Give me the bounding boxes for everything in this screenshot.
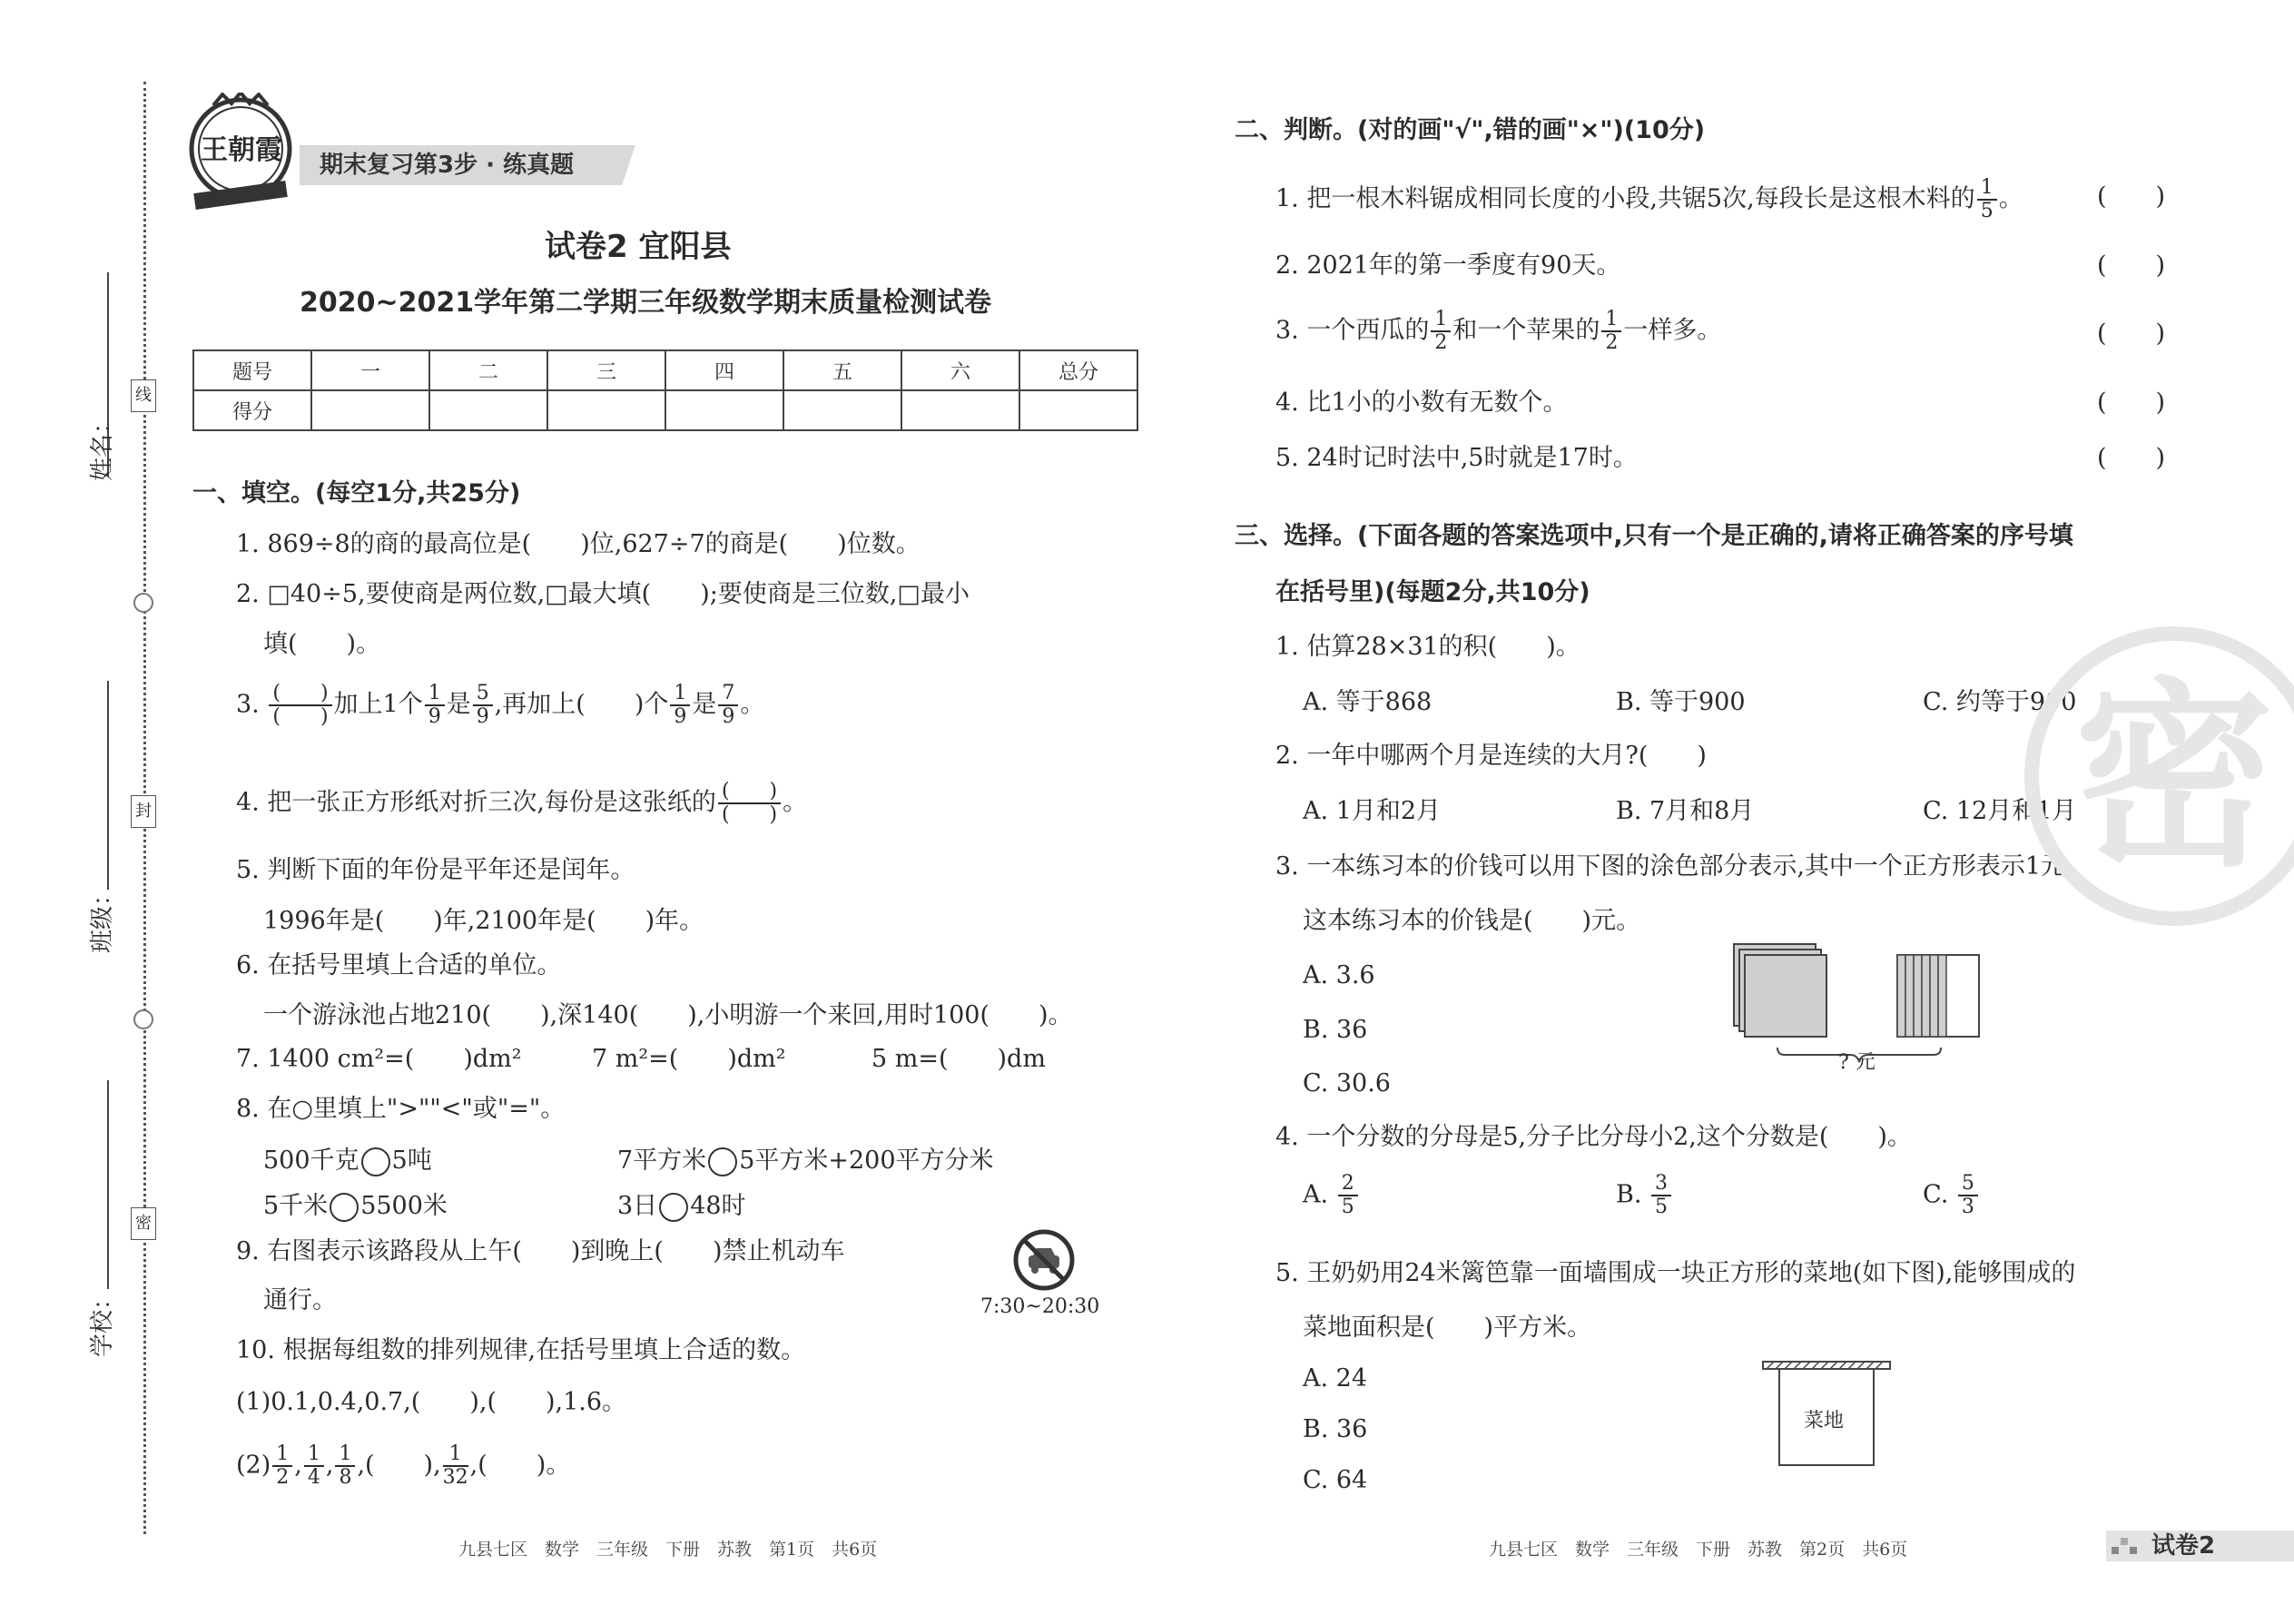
s3-q5-opt-a[interactable]: A. 24 [1303, 1364, 1368, 1393]
s1-q8-row2-right: 3日 48时 [617, 1192, 746, 1220]
score-table [192, 349, 1138, 431]
compare-circle[interactable] [708, 1147, 737, 1176]
text: 。 [783, 788, 808, 817]
fraction: $\frac{1}{9}$ [670, 683, 690, 728]
compare-circle[interactable] [330, 1193, 359, 1222]
score-header: 六 [901, 350, 1019, 390]
fraction: $\frac{1}{4}$ [304, 1443, 324, 1489]
fraction: $\frac{7}{9}$ [718, 683, 738, 728]
s1-q8-row1-left: 500千克 5吨 [263, 1147, 432, 1175]
s1-q8-row1-right: 7平方米 5平方米+200平方分米 [617, 1147, 994, 1175]
fraction: $\frac{1}{8}$ [335, 1443, 355, 1489]
s1-q5: 5. 判断下面的年份是平年还是闰年。 [236, 856, 635, 884]
watermark-char: 密 [2073, 661, 2274, 893]
s3-q3-opt-b[interactable]: B. 36 [1303, 1016, 1368, 1044]
fraction: $\frac{1}{9}$ [425, 683, 445, 728]
school-field[interactable] [107, 1080, 109, 1289]
text: 是 [446, 690, 471, 719]
score-header: 四 [665, 350, 783, 390]
s3-q2-opt-b[interactable]: B. 7月和8月 [1616, 797, 1755, 825]
figure-label-price: ? 元 [1838, 1051, 1876, 1074]
score-cell[interactable] [311, 390, 429, 430]
fraction: $\frac{1}{2}$ [1601, 309, 1621, 354]
s3-q4-opt-c[interactable]: C. $\frac{5}{3}$ [1923, 1173, 1980, 1218]
logo-text: 王朝霞 [201, 134, 282, 166]
no-motor-vehicle-sign-icon [1012, 1228, 1076, 1292]
fraction: $\frac{3}{5}$ [1651, 1173, 1671, 1218]
s2-q4: 4. 比1小的小数有无数个。 [1275, 389, 1568, 417]
judge-mark[interactable]: ( ) [2097, 251, 2166, 280]
s3-q1-opt-b[interactable]: B. 等于900 [1616, 688, 1746, 716]
s3-q2-opt-a[interactable]: A. 1月和2月 [1303, 797, 1442, 825]
s2-q3: 3. 一个西瓜的 $\frac{1}{2}$ 和一个苹果的 $\frac{1}{2}$ 一样多。 [1275, 308, 1722, 354]
text: ,再加上( )个 [494, 690, 669, 719]
footer-decor-icon [2112, 1536, 2148, 1556]
binding-hole-icon [133, 593, 153, 613]
figure-label-plot: 菜地 [1804, 1410, 1845, 1432]
s1-q6: 6. 在括号里填上合适的单位。 [236, 951, 562, 979]
s1-q4 [236, 781, 807, 826]
score-header: 三 [547, 350, 665, 390]
s3-q5b: 菜地面积是( )平方米。 [1303, 1314, 1592, 1342]
judge-mark[interactable]: ( ) [2097, 320, 2166, 348]
banner-text: 期末复习第3步 · 练真题 [320, 152, 575, 179]
score-cell[interactable] [783, 390, 901, 430]
s3-q3b: 这本练习本的价钱是( )元。 [1303, 907, 1641, 935]
s1-q7a: 7. 1400 cm²=( )dm² [236, 1045, 522, 1073]
text: 加上1个 [333, 690, 423, 719]
seal-char-mi: 密 [131, 1207, 156, 1240]
s1-q7b: 7 m²=( )dm² [592, 1045, 786, 1073]
fraction: $\frac{( )}{( )}$ [269, 683, 331, 728]
s1-q8-row2-left: 5千米 5500米 [263, 1192, 448, 1220]
s1-q9b: 通行。 [263, 1286, 337, 1314]
name-label: 姓名： [89, 409, 116, 481]
s3-q2-opt-c[interactable]: C. 12月和1月 [1923, 797, 2077, 825]
s1-q10: 10. 根据每组数的排列规律,在括号里填上合适的数。 [236, 1336, 806, 1364]
s3-q5-opt-b[interactable]: B. 36 [1303, 1415, 1368, 1443]
compare-circle[interactable] [659, 1193, 688, 1222]
s1-q10-2: (2) $\frac{1}{2}$ , $\frac{1}{4}$ , $\frac{1}{8}$ ,( ), $\frac{1}{32}$ ,( )。 [236, 1442, 571, 1489]
section2-title: 二、判断。(对的画"√",错的画"×")(10分) [1235, 116, 1706, 144]
score-cell[interactable] [547, 390, 665, 430]
page-title: 试卷2 宜阳县 [545, 229, 732, 265]
score-header: 题号 [193, 350, 311, 390]
s3-q1-opt-a[interactable]: A. 等于868 [1303, 688, 1433, 716]
fraction: $\frac{5}{3}$ [1958, 1173, 1978, 1218]
text: 4. 把一张正方形纸对折三次,每份是这张纸的 [236, 788, 716, 817]
text: 是 [692, 690, 717, 719]
fraction: $\frac{5}{9}$ [473, 683, 493, 728]
s1-q5b: 1996年是( )年,2100年是( )年。 [263, 907, 704, 935]
score-header: 二 [429, 350, 547, 390]
s1-q9a: 9. 右图表示该路段从上午( )到晚上( )禁止机动车 [236, 1237, 845, 1265]
watermark-seal [2024, 626, 2294, 926]
class-label: 班级： [89, 881, 116, 953]
s3-q1: 1. 估算28×31的积( )。 [1275, 633, 1580, 661]
page-subtitle: 2020~2021学年第二学期三年级数学期末质量检测试卷 [300, 287, 992, 319]
fraction: $\frac{2}{5}$ [1338, 1173, 1358, 1218]
judge-mark[interactable]: ( ) [2097, 389, 2166, 417]
judge-mark[interactable]: ( ) [2097, 444, 2166, 472]
s3-q3-opt-c[interactable]: C. 30.6 [1303, 1069, 1391, 1097]
s1-q2b: 填( )。 [263, 630, 381, 658]
s1-q7c: 5 m=( )dm [871, 1045, 1046, 1073]
score-cell[interactable] [429, 390, 547, 430]
section1-title: 一、填空。(每空1分,共25分) [192, 479, 521, 507]
sign-time: 7:30~20:30 [980, 1295, 1100, 1318]
footer-right: 九县七区 数学 三年级 下册 苏教 第2页 共6页 [1489, 1540, 1908, 1560]
seal-char-xian: 线 [131, 379, 156, 412]
score-header: 一 [311, 350, 429, 390]
seal-char-feng: 封 [131, 795, 156, 828]
text: 。 [740, 690, 765, 719]
s3-q3-opt-a[interactable]: A. 3.6 [1303, 961, 1375, 989]
s3-q2: 2. 一年中哪两个月是连续的大月?( ) [1275, 742, 1707, 770]
binding-hole-icon [133, 1009, 153, 1029]
s2-q5: 5. 24时记时法中,5时就是17时。 [1275, 444, 1638, 472]
s1-q8: 8. 在○里填上">""<"或"="。 [236, 1095, 566, 1123]
s2-q2: 2. 2021年的第一季度有90天。 [1275, 251, 1621, 280]
school-label: 学校： [89, 1285, 116, 1357]
fraction: $\frac{1}{2}$ [272, 1443, 292, 1489]
s1-q3 [236, 683, 764, 728]
s3-q5a: 5. 王奶奶用24米篱笆靠一面墙围成一块正方形的菜地(如下图),能够围成的 [1275, 1259, 2076, 1287]
score-cell[interactable] [901, 390, 1019, 430]
class-field[interactable] [107, 681, 109, 890]
s3-q3a: 3. 一本练习本的价钱可以用下图的涂色部分表示,其中一个正方形表示1元, [1275, 852, 2073, 881]
compare-circle[interactable] [361, 1147, 390, 1176]
s1-q10-1: (1)0.1,0.4,0.7,( ),( ),1.6。 [236, 1388, 627, 1416]
s2-q1: 1. 把一根木料锯成相同长度的小段,共锯5次,每段长是这根木料的 $\frac{1}{5}$ 。 [1275, 176, 2023, 222]
s1-q1: 1. 869÷8的商的最高位是( )位,627÷7的商是( )位数。 [236, 530, 921, 558]
fraction: $\frac{1}{32}$ [442, 1442, 468, 1489]
s3-q5-opt-c[interactable]: C. 64 [1303, 1466, 1368, 1494]
q3-prefix: 3. [236, 690, 260, 719]
score-cell[interactable] [665, 390, 783, 430]
s3-q4: 4. 一个分数的分母是5,分子比分母小2,这个分数是( )。 [1275, 1123, 1912, 1151]
footer-left: 九县七区 数学 三年级 下册 苏教 第1页 共6页 [458, 1540, 878, 1560]
score-header: 总分 [1019, 350, 1137, 390]
s3-q4-opt-a[interactable]: A. $\frac{2}{5}$ [1303, 1173, 1360, 1218]
s3-q1-opt-c[interactable]: C. 约等于900 [1923, 688, 2077, 716]
section3-title-b: 在括号里)(每题2分,共10分) [1275, 578, 1590, 606]
score-header: 五 [783, 350, 901, 390]
s1-q6b: 一个游泳池占地210( ),深140( ),小明游一个来回,用时100( )。 [263, 1001, 1073, 1029]
fraction: $\frac{1}{5}$ [1977, 177, 1997, 222]
judge-mark[interactable]: ( ) [2097, 182, 2166, 211]
section3-title-a: 三、选择。(下面各题的答案选项中,只有一个是正确的,请将正确答案的序号填 [1235, 522, 2073, 550]
s1-q2a: 2. □40÷5,要使商是两位数,□最大填( );要使商是三位数,□最小 [236, 580, 970, 608]
score-cell[interactable] [1019, 390, 1137, 430]
score-row-label: 得分 [193, 390, 311, 430]
fraction: $\frac{1}{2}$ [1431, 309, 1451, 354]
s3-q4-opt-b[interactable]: B. $\frac{3}{5}$ [1616, 1173, 1673, 1218]
fraction: $\frac{( )}{( )}$ [718, 781, 781, 826]
footer-tag: 试卷2 [2151, 1532, 2216, 1560]
